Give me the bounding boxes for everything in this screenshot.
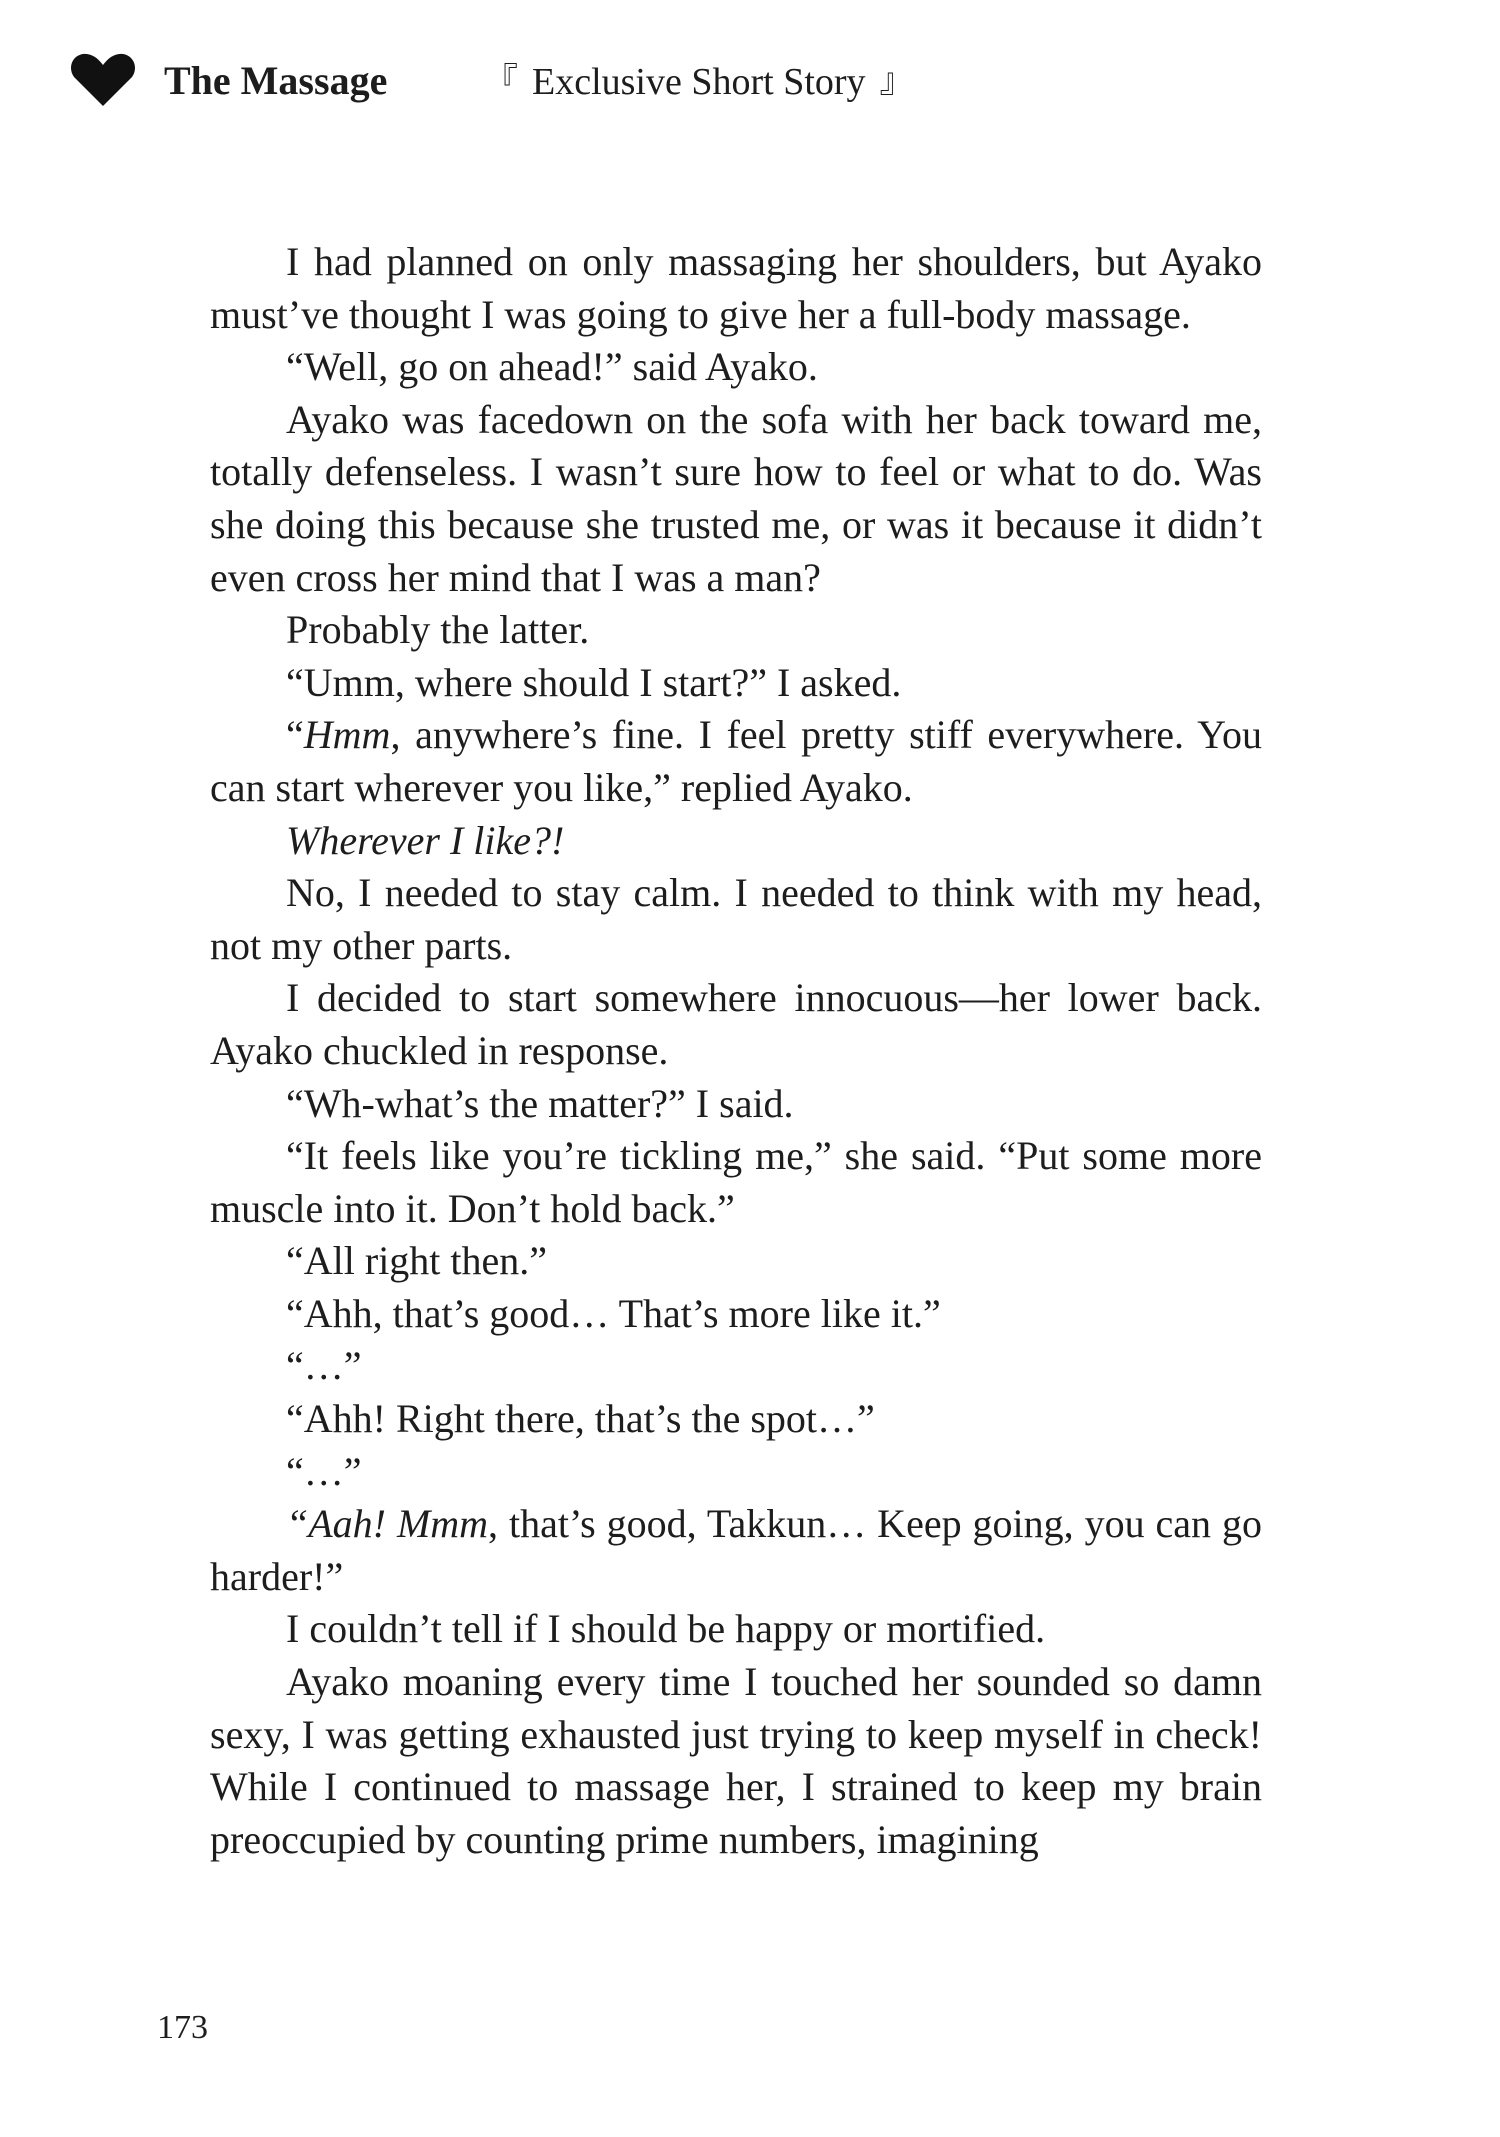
paragraph: Probably the latter.: [286, 607, 590, 653]
bracket-open: 『: [484, 61, 518, 101]
paragraph: “Aah! Mmm, that’s good, Takkun… Keep going, you can go harder!”: [210, 1501, 1262, 1599]
running-header: [0, 0, 1500, 160]
series-title-text: Exclusive Short Story: [532, 61, 866, 103]
heart-icon: [70, 50, 136, 108]
paragraph: “All right then.”: [286, 1238, 548, 1284]
paragraph: “Ahh, that’s good… That’s more like it.”: [286, 1290, 941, 1336]
paragraph: [210, 815, 1262, 868]
paragraph: Ayako moaning every time I touched her sounded so damn sexy, I was getting exhausted just trying to keep myself in check! While I continued to massage her, I strained to keep my brain preoccupied by counting prime numbers, imagining: [210, 1659, 1262, 1862]
paragraph: “Wh-what’s the matter?” I said.: [286, 1080, 794, 1126]
paragraph: I had planned on only massaging her shoulders, but Ayako must’ve thought I was going to give her a full-body massage.: [210, 239, 1262, 337]
paragraph: I couldn’t tell if I should be happy or mortified.: [286, 1606, 1046, 1652]
paragraph: “…”: [286, 1343, 362, 1389]
emphasis: “Aah! Mmm: [286, 1501, 489, 1547]
paragraph: I decided to start somewhere innocuous—her lower back. Ayako chuckled in response.: [210, 975, 1262, 1073]
paragraph: “Hmm, anywhere’s fine. I feel pretty stiff everywhere. You can start wherever you like,” replied Ayako.: [210, 712, 1262, 810]
paragraph: No, I needed to stay calm. I needed to think with my head, not my other parts.: [210, 870, 1262, 968]
series-title: [484, 57, 914, 106]
paragraph: “…”: [286, 1448, 362, 1494]
paragraph: “Umm, where should I start?” I asked.: [286, 659, 902, 705]
paragraph: “Well, go on ahead!” said Ayako.: [286, 344, 818, 390]
paragraph: Ayako was facedown on the sofa with her back toward me, totally defenseless. I wasn’t sure how to feel or what to do. Was she doing this because she trusted me, or was it because it didn’t even cross her mind that I was a man?: [210, 396, 1262, 600]
paragraph: “Ahh! Right there, that’s the spot…”: [286, 1396, 875, 1442]
bracket-close: 』: [879, 61, 914, 101]
emphasis: Hmm: [303, 712, 391, 758]
emphasis: Wherever I like?!: [286, 817, 565, 863]
story-text: [210, 236, 1262, 1866]
paragraph: “It feels like you’re tickling me,” she said. “Put some more muscle into it. Don’t hold back.”: [210, 1133, 1262, 1231]
page-number: 173: [157, 2009, 208, 2046]
chapter-title: The Massage: [164, 58, 388, 103]
